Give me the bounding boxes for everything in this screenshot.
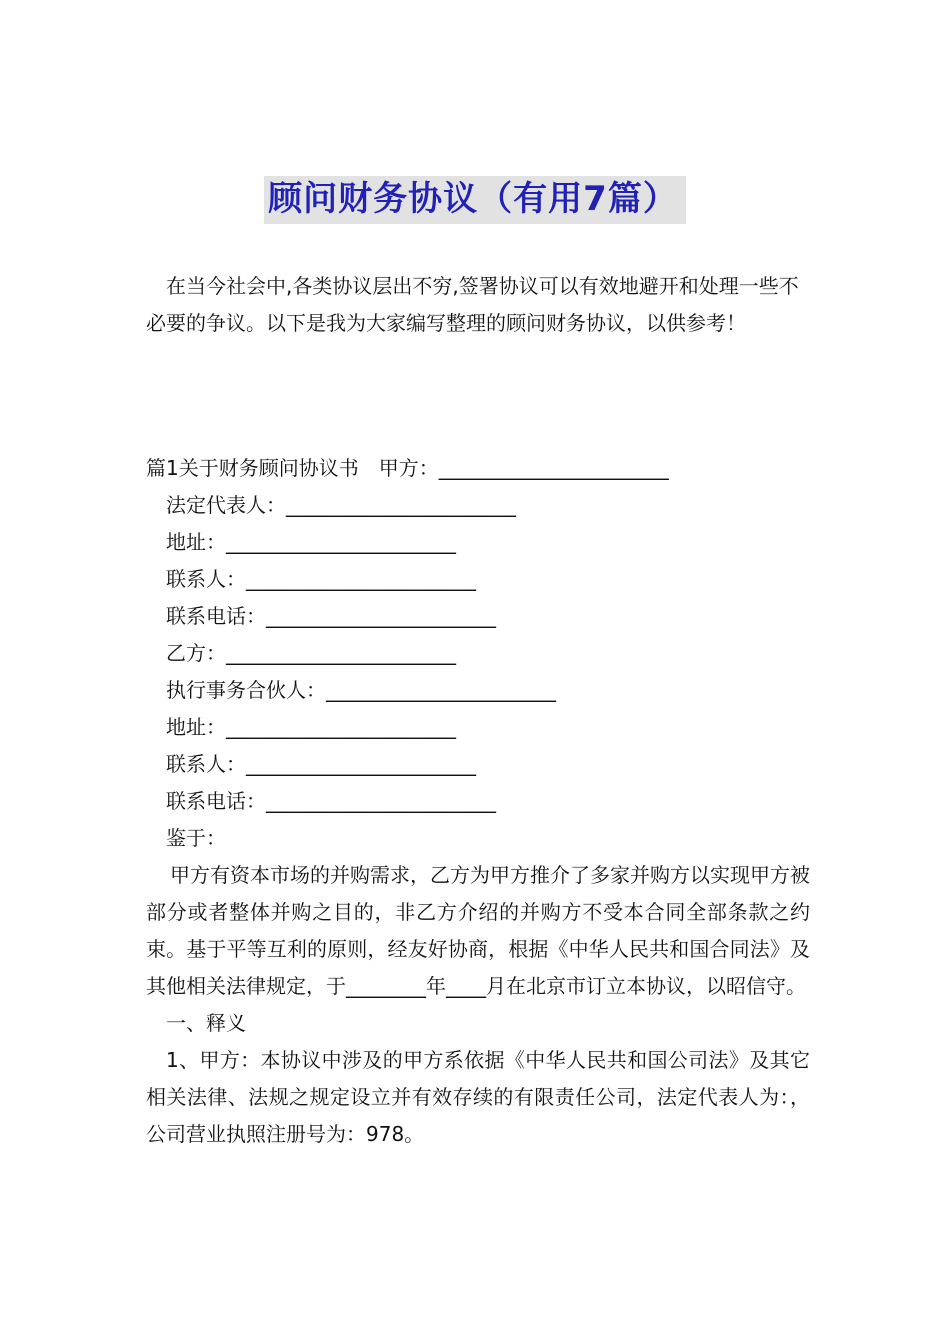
field-address-b: 地址：_______________________ xyxy=(166,715,456,739)
definition-paragraph: 1、甲方：本协议中涉及的甲方系依据《中华人民共和国公司法》及其它相关法律、法规之规定设立并有效存续的有限责任公司，法定代表人为：，公司营业执照注册号为：978。 xyxy=(146,1048,810,1146)
title-container xyxy=(0,176,950,224)
section-heading: 篇1关于财务顾问协议书 甲方：_______________________ xyxy=(146,456,669,480)
field-managing-partner: 执行事务合伙人：_______________________ xyxy=(166,678,556,702)
whereas-paragraph: 甲方有资本市场的并购需求，乙方为甲方推介了多家并购方以实现甲方被部分或者整体并购之目的，非乙方介绍的并购方不受本合同全部条款之约束。基于平等互利的原则，经友好协商，根据《中华人民共和国合同法》及其他相关法律规定，于________年____月在北京市订立本协议，以昭信守。 xyxy=(146,863,810,998)
document-title: 顾问财务协议（有用7篇） xyxy=(264,176,686,224)
field-phone-a: 联系电话：_______________________ xyxy=(166,604,496,628)
field-phone-b: 联系电话：_______________________ xyxy=(166,789,496,813)
field-legal-representative: 法定代表人：_______________________ xyxy=(166,493,516,517)
field-contact-a: 联系人：_______________________ xyxy=(166,567,476,591)
intro-paragraph: 在当今社会中,各类协议层出不穷,签署协议可以有效地避开和处理一些不必要的争议。以下是我为大家编写整理的顾问财务协议，以供参考！ xyxy=(146,274,799,335)
field-address-a: 地址：_______________________ xyxy=(166,530,456,554)
definitions-heading: 一、释义 xyxy=(166,1011,246,1035)
field-contact-b: 联系人：_______________________ xyxy=(166,752,476,776)
whereas-label: 鉴于： xyxy=(166,826,226,850)
agreement-body xyxy=(146,450,810,1153)
field-party-b: 乙方：_______________________ xyxy=(166,641,456,665)
